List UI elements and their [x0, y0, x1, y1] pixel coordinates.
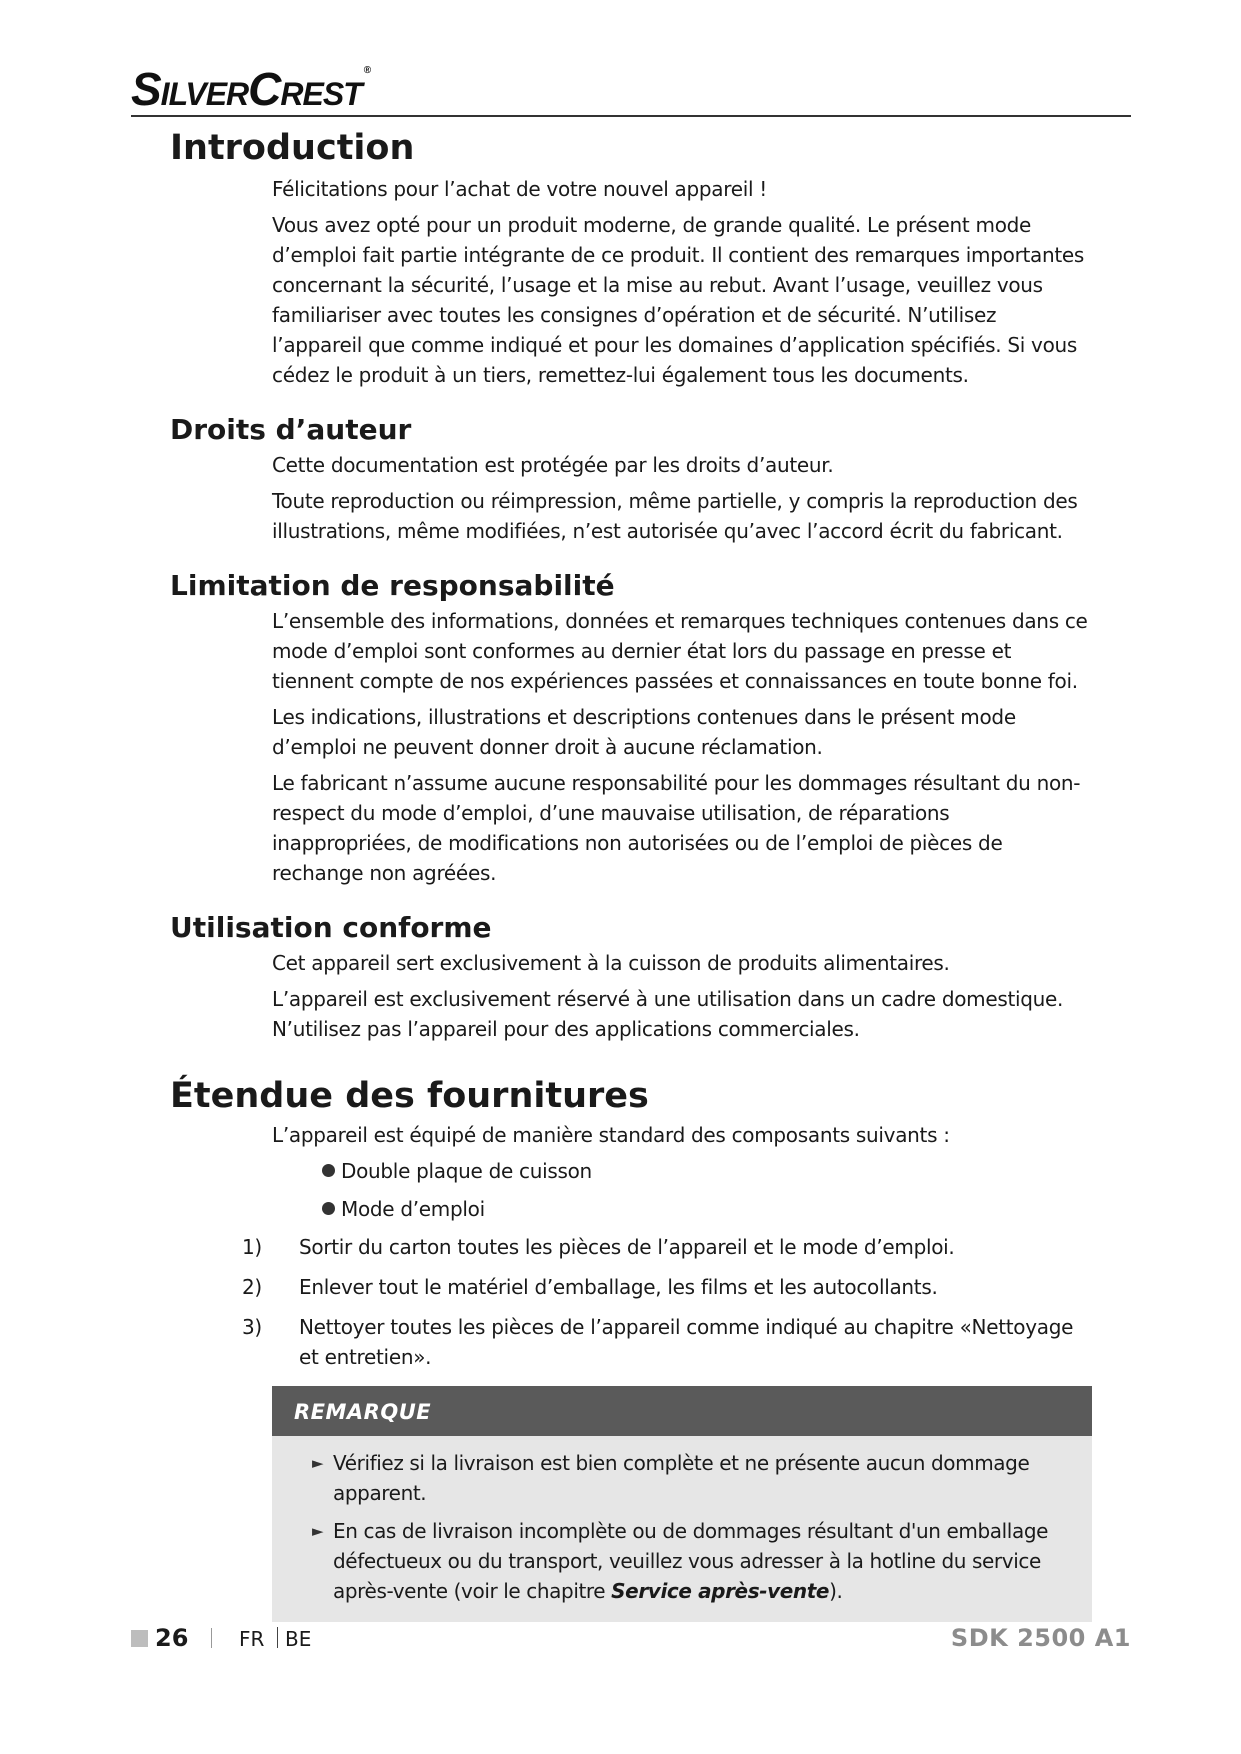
liability-body — [272, 606, 1092, 888]
heading-introduction: Introduction — [170, 128, 415, 168]
paragraph: Vous avez opté pour un produit moderne, de grande qualité. Le présent mode d’emploi fait partie intégrante de ce produit. Il contient des remarques importantes concernant la sécurité, l’usage et la mise au rebut. Avant l’usage, veuillez vous familiariser avec toutes les consignes d’opération et de sécurité. N’utilisez l’appareil que comme indiqué et pour les domaines d’application spécifiés. Si vous cédez le produit à un tiers, remettez-lui également tous les documents. — [272, 213, 1085, 387]
remark-text-end: ). — [829, 1579, 843, 1603]
heading-liability: Limitation de responsabilité — [170, 569, 615, 602]
unpacking-steps — [242, 1232, 1092, 1372]
remark-title: REMARQUE — [272, 1386, 1092, 1436]
scope-body — [242, 1120, 1092, 1622]
component-list — [272, 1156, 1092, 1224]
square-icon — [131, 1630, 148, 1647]
bullet-icon — [322, 1202, 335, 1215]
language-code: FR — [239, 1627, 265, 1651]
heading-intended-use: Utilisation conforme — [170, 911, 492, 944]
paragraph: Cet appareil sert exclusivement à la cuisson de produits alimentaires. — [272, 951, 950, 975]
step-number: 2) — [242, 1275, 262, 1299]
page-footer — [131, 1620, 1131, 1660]
arrow-right-icon: ► — [312, 1454, 324, 1472]
list-item-text: Mode d’emploi — [341, 1197, 485, 1221]
arrow-right-icon: ► — [312, 1522, 324, 1540]
divider — [211, 1628, 212, 1648]
chapter-reference: Service après-vente — [611, 1579, 830, 1603]
remark-body — [272, 1436, 1092, 1622]
remark-item — [312, 1448, 1092, 1508]
paragraph: Félicitations pour l’achat de votre nouvel appareil ! — [272, 177, 767, 201]
list-item — [322, 1156, 1092, 1186]
intended-use-body — [272, 948, 1092, 1044]
list-item — [322, 1194, 1092, 1224]
registered-mark: ® — [363, 65, 371, 76]
introduction-body — [272, 174, 1092, 390]
step-item — [242, 1232, 1092, 1262]
paragraph: L’appareil est équipé de manière standard des composants suivants : — [272, 1123, 950, 1147]
heading-copyright: Droits d’auteur — [170, 413, 412, 446]
language-code: BE — [285, 1627, 312, 1651]
model-number: SDK 2500 A1 — [950, 1624, 1131, 1652]
step-number: 1) — [242, 1235, 262, 1259]
paragraph: Toute reproduction ou réimpression, même partielle, y compris la reproduction des illustrations, même modifiées, n’est autorisée qu’avec l’accord écrit du fabricant. — [272, 489, 1078, 543]
remark-box — [272, 1386, 1092, 1622]
page-content — [170, 124, 1090, 1622]
step-number: 3) — [242, 1315, 262, 1339]
paragraph: L’ensemble des informations, données et remarques techniques contenues dans ce mode d’emploi sont conformes au dernier état lors du passage en presse et tiennent compte de nos expériences passées et connaissances en toute bonne foi. — [272, 609, 1088, 693]
copyright-body — [272, 450, 1092, 546]
paragraph: L’appareil est exclusivement réservé à une utilisation dans un cadre domestique. N’utilisez pas l’appareil pour des applications commerciales. — [272, 987, 1064, 1041]
paragraph: Le fabricant n’assume aucune responsabilité pour les dommages résultant du non-respect du mode d’emploi, d’une mauvaise utilisation, de réparations inappropriées, de modifications non autorisées ou de l’emploi de pièces de rechange non agréées. — [272, 771, 1081, 885]
step-text: Sortir du carton toutes les pièces de l’appareil et le mode d’emploi. — [299, 1235, 955, 1259]
brand-logo — [131, 63, 371, 115]
remark-item — [312, 1516, 1092, 1606]
brand-logo-text: SilverCrest — [131, 63, 362, 115]
step-item — [242, 1312, 1092, 1372]
step-item — [242, 1272, 1092, 1302]
header-rule — [131, 115, 1131, 117]
remark-text: Vérifiez si la livraison est bien complète et ne présente aucun dommage apparent. — [333, 1451, 1030, 1505]
step-text: Enlever tout le matériel d’emballage, les films et les autocollants. — [299, 1275, 938, 1299]
step-text: Nettoyer toutes les pièces de l’appareil comme indiqué au chapitre «Nettoyage et entretien». — [299, 1315, 1074, 1369]
page-number: 26 — [155, 1624, 189, 1652]
list-item-text: Double plaque de cuisson — [341, 1159, 592, 1183]
bullet-icon — [322, 1164, 335, 1177]
heading-scope: Étendue des fournitures — [170, 1076, 649, 1116]
paragraph: Cette documentation est protégée par les droits d’auteur. — [272, 453, 834, 477]
divider — [277, 1627, 278, 1648]
remark-text: En cas de livraison incomplète ou de dommages résultant d'un emballage défectueux ou du transport, veuillez vous adresser à la hotline du service après-vente (voir le chapitre — [333, 1519, 1049, 1603]
paragraph: Les indications, illustrations et descriptions contenues dans le présent mode d’emploi ne peuvent donner droit à aucune réclamation. — [272, 705, 1016, 759]
